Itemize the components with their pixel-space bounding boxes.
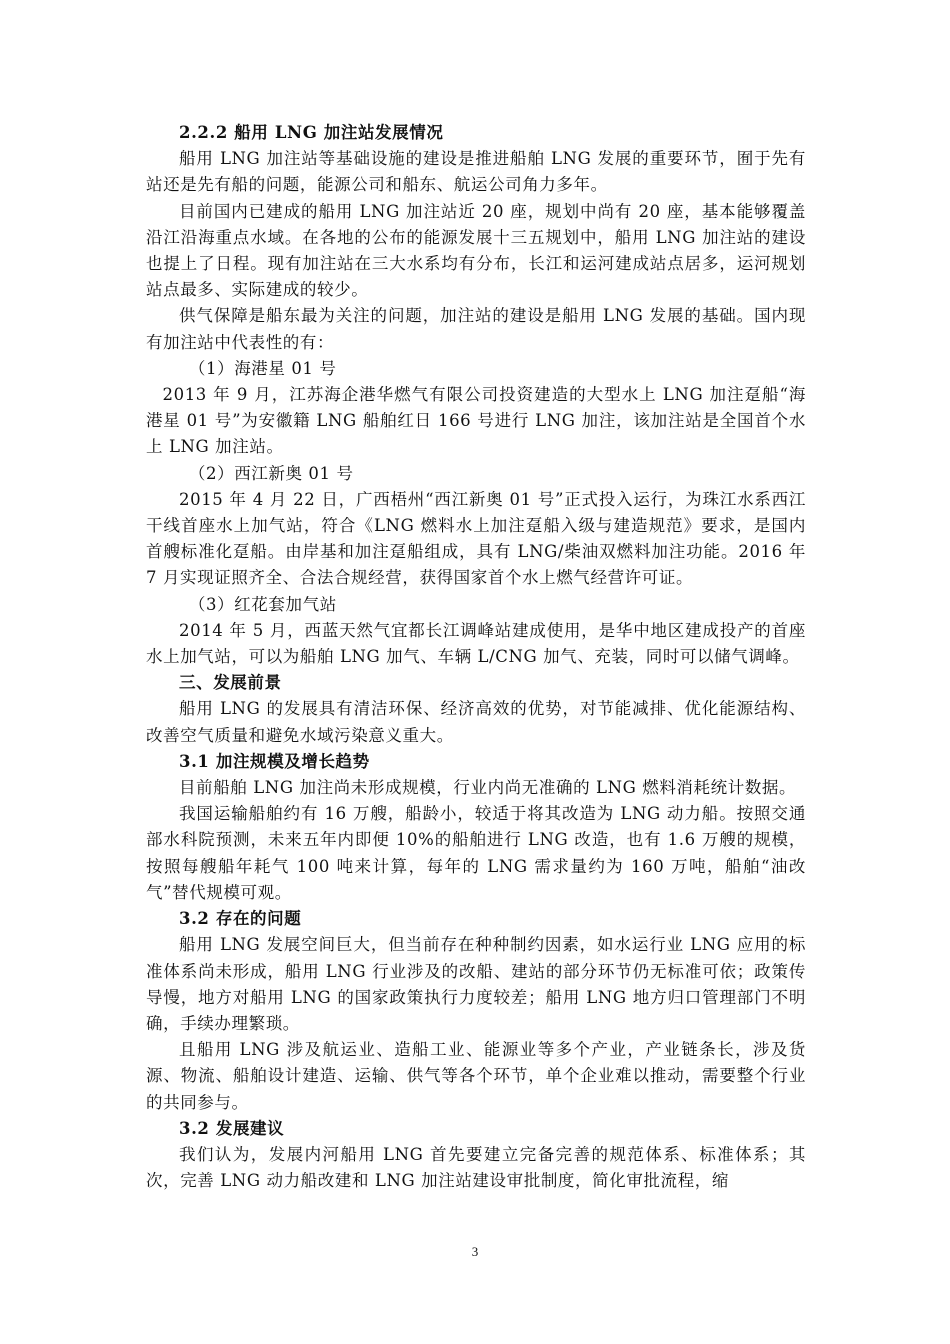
paragraph: 且船用 LNG 涉及航运业、造船工业、能源业等多个产业，产业链条长，涉及货源、物流、船舶设计建造、运输、供气等各个环节，单个企业难以推动，需要整个行业的共同参与。	[146, 1040, 806, 1112]
paragraph: 2013 年 9 月，江苏海企港华燃气有限公司投资建造的大型水上 LNG 加注趸船“海港星 01 号”为安徽籍 LNG 船舶红日 166 号进行 LNG 加注，该加注站是全国首个水上 LNG 加注站。	[146, 385, 806, 457]
document-body	[146, 120, 806, 1194]
paragraph: 目前船舶 LNG 加注尚未形成规模，行业内尚无准确的 LNG 燃料消耗统计数据。	[179, 778, 797, 798]
list-item-heading: （2）西江新奥 01 号	[188, 463, 354, 483]
paragraph: 目前国内已建成的船用 LNG 加注站近 20 座，规划中尚有 20 座，基本能够覆盖沿江沿海重点水域。在各地的公布的能源发展十三五规划中，船用 LNG 加注站的建设也提上了日程。现有加注站在三大水系均有分布，长江和运河建成站点居多，运河规划站点最多、实际建成的较少。	[146, 201, 806, 300]
section-heading: 3.2 发展建议	[179, 1118, 285, 1138]
paragraph: 2015 年 4 月 22 日，广西梧州“西江新奥 01 号”正式投入运行，为珠江水系西江干线首座水上加气站，符合《LNG 燃料水上加注趸船入级与建造规范》要求，是国内首艘标准化趸船。由岸基和加注趸船组成，具有 LNG/柴油双燃料加注功能。2016 年 7 月实现证照齐全、合法合规经营，获得国家首个水上燃气经营许可证。	[146, 489, 806, 588]
list-item-heading: （1）海港星 01 号	[188, 358, 337, 378]
paragraph: 船用 LNG 发展空间巨大，但当前存在种种制约因素，如水运行业 LNG 应用的标准体系尚未形成，船用 LNG 行业涉及的改船、建站的部分环节仍无标准可依；政策传导慢，地方对船用 LNG 的国家政策执行力度较差；船用 LNG 地方归口管理部门不明确，手续办理繁琐。	[146, 935, 806, 1033]
paragraph: 船用 LNG 加注站等基础设施的建设是推进船舶 LNG 发展的重要环节，囿于先有站还是先有船的问题，能源公司和船东、航运公司角力多年。	[146, 149, 806, 195]
paragraph: 2014 年 5 月，西蓝天然气宜都长江调峰站建成使用，是华中地区建成投产的首座水上加气站，可以为船舶 LNG 加气、车辆 L/CNG 加气、充装，同时可以储气调峰。	[146, 620, 806, 667]
paragraph: 船用 LNG 的发展具有清洁环保、经济高效的优势，对节能减排、优化能源结构、改善空气质量和避免水域污染意义重大。	[146, 699, 806, 745]
paragraph: 我国运输船舶约有 16 万艘，船龄小，较适于将其改造为 LNG 动力船。按照交通部水科院预测，未来五年内即便 10%的船舶进行 LNG 改造，也有 1.6 万艘的规模，按照每艘船年耗气 100 吨来计算，每年的 LNG 需求量约为 160 万吨，船舶“油改气”替代规模可观。	[146, 804, 806, 902]
page-number: 3	[471, 1244, 479, 1259]
paragraph: 供气保障是船东最为关注的问题，加注站的建设是船用 LNG 发展的基础。国内现有加注站中代表性的有：	[146, 306, 806, 352]
list-item-heading: （3）红花套加气站	[188, 594, 337, 614]
section-heading: 三、发展前景	[179, 673, 282, 693]
paragraph: 我们认为，发展内河船用 LNG 首先要建立完备完善的规范体系、标准体系；其次，完善 LNG 动力船改建和 LNG 加注站建设审批制度，简化审批流程，缩	[146, 1144, 806, 1191]
section-heading: 3.2 存在的问题	[179, 909, 302, 929]
section-heading: 3.1 加注规模及增长趋势	[179, 751, 370, 771]
section-heading: 2.2.2 船用 LNG 加注站发展情况	[179, 123, 444, 142]
